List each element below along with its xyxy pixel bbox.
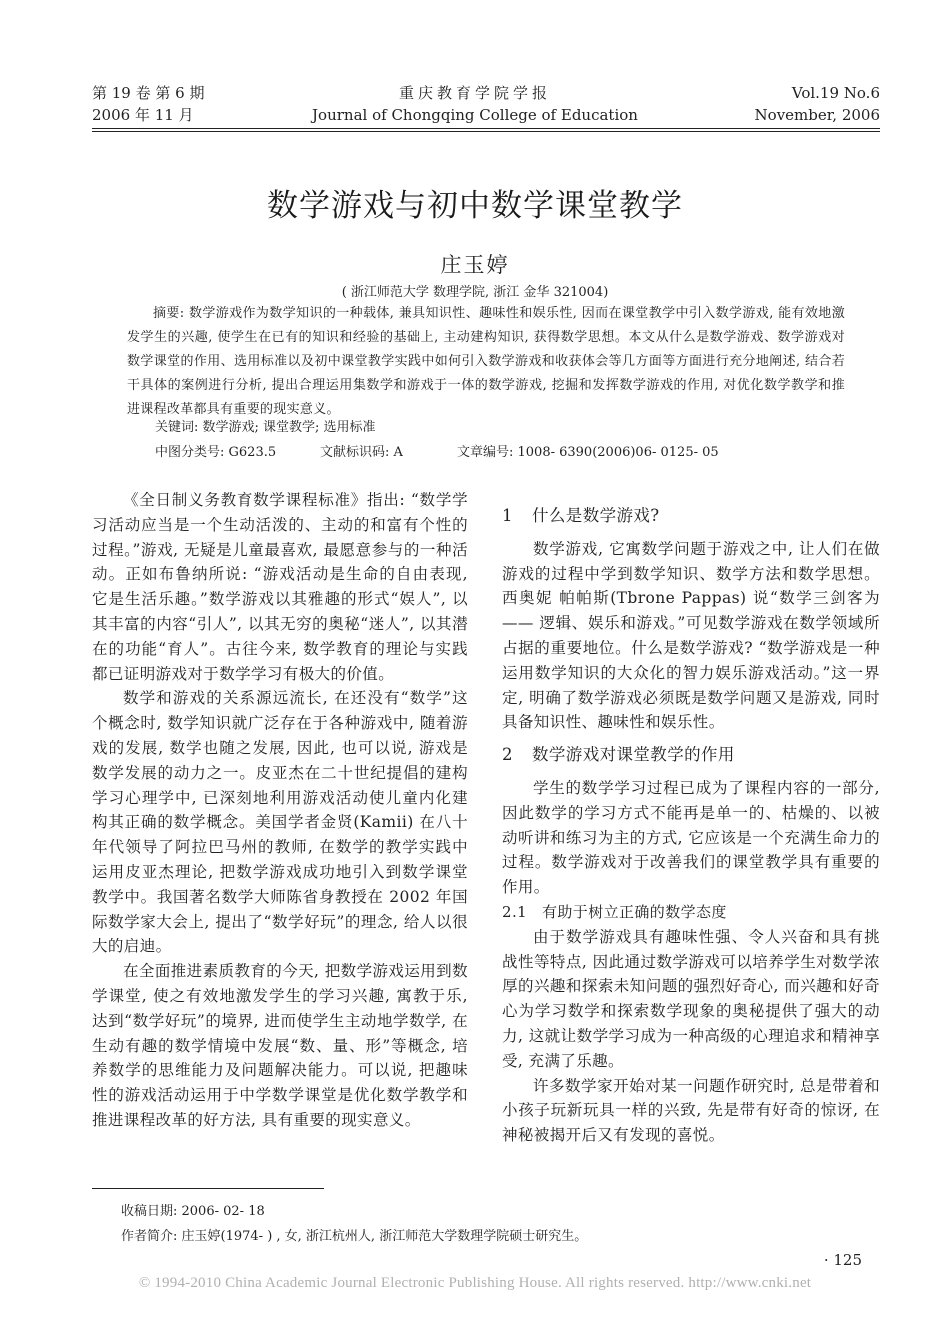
body-paragraph: 数学和游戏的关系源远流长, 在还没有“数学”这个概念时, 数学知识就广泛存在于各种游戏中, 随着游戏的发展, 数学也随之发展, 因此, 也可以说, 游戏是数学发展的动力之一。皮亚杰在二十世纪提倡的建构学习心理学中, 已深刻地利用游戏活动使儿童内化建构其正确的数学概念。美国学者金贤(Kamii) 在八十年代领导了阿拉巴马州的教师, 在数学的教学实践中运用皮亚杰理论, 把数学游戏成功地引入到数学课堂教学中。我国著名数学大师陈省身教授在 2002 年国际数学家大会上, 提出了“数学好玩”的理念, 给人以很大的启迪。 xyxy=(92,689,468,956)
section-number: 2 xyxy=(502,745,513,765)
clc-number: 中图分类号: G623.5 xyxy=(155,445,277,460)
keywords: 关键词: 数学游戏; 课堂教学; 选用标准 xyxy=(155,420,376,435)
body-paragraph: 学生的数学学习过程已成为了课程内容的一部分, 因此数学的学习方式不能再是单一的、枯燥的、以被动听讲和练习为主的方式, 它应该是一个充满生命力的过程。数学游戏对于改善我们的课堂教学具有重要的作用。 xyxy=(502,778,880,897)
issue-date-en: November, 2006 xyxy=(754,106,880,124)
body-paragraph: 在全面推进素质教育的今天, 把数学游戏运用到数学课堂, 使之有效地激发学生的学习兴趣, 寓教于乐, 达到“数学好玩”的境界, 进而使学生主动地学数学, 在生动有趣的数学情境中发展“数、量、形”等概念, 培养数学的思维能力及问题解决能力。可以说, 把趣味性的游戏活动运用于中学数学课堂是优化数学教学和推进课程改革的好方法, 具有重要的现实意义。 xyxy=(92,962,468,1129)
body-paragraph: 许多数学家开始对某一问题作研究时, 总是带着和小孩子玩新玩具一样的兴致, 先是带有好奇的惊讶, 在神秘被揭开后又有发现的喜悦。 xyxy=(502,1076,880,1145)
body-paragraph: 《全日制义务教育数学课程标准》指出: “数学学习活动应当是一个生动活泼的、主动的和富有个性的过程。”游戏, 无疑是儿童最喜欢, 最愿意参与的一种活动。正如布鲁纳所说: “游戏活动是生命的自由表现, 它是生活乐趣。”数学游戏以其雅趣的形式“娱人”, 以其丰富的内容“引人”, 以其无穷的奥秘“迷人”, 以其潜在的功能“育人”。古往今来, 数学教育的理论与实践都已证明游戏对于数学学习有极大的价值。 xyxy=(92,491,468,683)
header-rule-bottom xyxy=(92,131,880,132)
right-column xyxy=(502,504,880,1148)
section-title: 什么是数学游戏? xyxy=(532,506,660,525)
subsection-title: 有助于树立正确的数学态度 xyxy=(542,902,727,921)
footnote-rule xyxy=(92,1188,324,1189)
issue-volume-en: Vol.19 No.6 xyxy=(791,84,880,102)
issue-date: 2006 年 11 月 xyxy=(92,106,194,124)
document-code: 文献标识码: A xyxy=(320,445,403,460)
section-number: 1 xyxy=(502,506,513,525)
abstract-block xyxy=(127,302,845,422)
paper-title: 数学游戏与初中数学课堂教学 xyxy=(267,188,683,224)
header-rule-top xyxy=(92,128,880,129)
running-header-center xyxy=(300,82,650,126)
issue-volume: 第 19 卷 第 6 期 xyxy=(92,84,205,102)
received-date: 收稿日期: 2006- 02- 18 xyxy=(121,1204,265,1219)
running-header-left xyxy=(92,82,204,126)
author-name: 庄玉婷 xyxy=(440,253,510,277)
journal-name-cn: 重庆教育学院学报 xyxy=(398,84,551,102)
running-header-right xyxy=(755,82,880,126)
article-number: 文章编号: 1008- 6390(2006)06- 0125- 05 xyxy=(457,445,719,460)
copyright-watermark: © 1994-2010 China Academic Journal Electronic Publishing House. All rights reserved. http://www.cnki.net xyxy=(138,1275,812,1291)
left-column xyxy=(92,488,468,1133)
classification-line xyxy=(155,441,719,460)
body-paragraph: 由于数学游戏具有趣味性强、令人兴奋和具有挑战性等特点, 因此通过数学游戏可以培养学生对数学浓厚的兴趣和探索未知问题的强烈好奇心, 而兴趣和好奇心为学习数学和探索数学现象的奥秘提供了强大的动力, 这就让数学学习成为一种高级的心理追求和精神享受, 充满了乐趣。 xyxy=(502,927,880,1070)
section-title: 数学游戏对课堂教学的作用 xyxy=(532,745,735,765)
section-heading-1 xyxy=(502,504,880,529)
abstract-text: 摘要: 数学游戏作为数学知识的一种载体, 兼具知识性、趣味性和娱乐性, 因而在课堂教学中引入数学游戏, 能有效地激发学生的兴趣, 使学生在已有的知识和经验的基础上, 主动建构知识, 获得数学思想。本文从什么是数学游戏、数学游戏对数学课堂的作用、选用标准以及初中课堂教学实践中如何引入数学游戏和收获体会等几方面等方面进行充分地阐述, 结合若干具体的案例进行分析, 提出合理运用集数学和游戏于一体的数学游戏, 挖掘和发挥数学游戏的作用, 对优化数学教学和推进课程改革都具有重要的现实意义。 xyxy=(127,306,845,417)
subsection-heading-2-1 xyxy=(502,900,880,925)
section-heading-2 xyxy=(502,743,880,768)
page-number: · 125 xyxy=(823,1251,862,1269)
subsection-number: 2.1 xyxy=(502,902,528,921)
author-affiliation: ( 浙江师范大学 数理学院, 浙江 金华 321004) xyxy=(341,285,609,300)
body-paragraph: 数学游戏, 它寓数学问题于游戏之中, 让人们在做游戏的过程中学到数学知识、数学方法和数学思想。西奥妮 帕帕斯(Tbrone Pappas) 说“数学三剑客为—— 逻辑、娱乐和游戏。”可见数学游戏在数学领域所占据的重要地位。什么是数学游戏? “数学游戏是一种运用数学知识的大众化的智力娱乐游戏活动。”这一界定, 明确了数学游戏必须既是数学问题又是游戏, 同时具备知识性、趣味性和娱乐性。 xyxy=(502,539,880,732)
journal-name-en: Journal of Chongqing College of Education xyxy=(312,106,638,124)
author-bio: 作者简介: 庄玉婷(1974- ) , 女, 浙江杭州人, 浙江师范大学数理学院硕士研究生。 xyxy=(121,1229,588,1244)
